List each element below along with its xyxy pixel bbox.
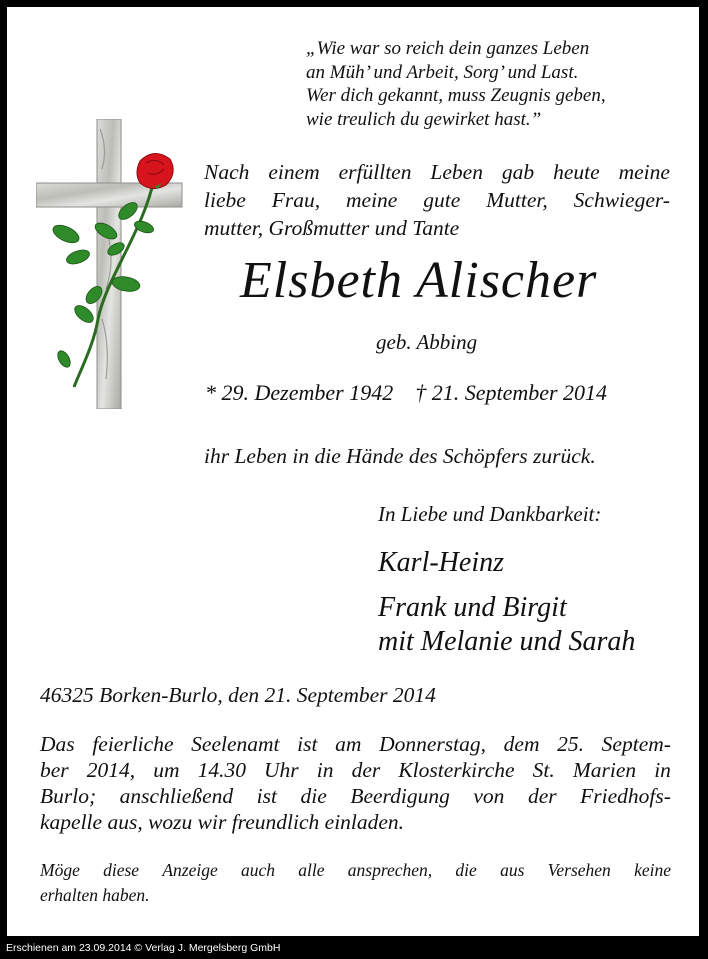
poem [306,37,606,131]
cross-with-rose-icon [36,119,186,409]
returned-text: ihr Leben in die Hände des Schöpfers zurück. [204,444,596,468]
obituary-page [7,7,699,936]
place-date: 46325 Borken-Burlo, den 21. September 2014 [40,683,436,707]
family-member: mit Melanie und Sarah [378,626,636,657]
thanks-line: In Liebe und Dankbarkeit: [378,502,602,526]
poem-line: Wer dich gekannt, muss Zeugnis geben, [306,85,606,106]
poem-line: an Müh’ und Arbeit, Sorg’ und Last. [306,61,579,83]
closing-note [40,858,671,908]
death-date: † 21. September 2014 [415,380,608,405]
intro-line: liebe Frau, meine gute Mutter, Schwieger- [204,188,670,212]
announcement-intro [204,158,670,242]
deceased-name: Elsbeth Alischer [240,252,598,309]
note-line: erhalten haben. [40,885,150,905]
note-line: Möge diese Anzeige auch alle ansprechen, die aus Versehen keine [40,860,671,880]
birth-date: * 29. Dezember 1942 [205,380,394,405]
mass-line: Burlo; anschließend ist die Beerdigung von der Friedhofs- [40,784,671,808]
poem-line: wie treulich du gewirket hast.” [306,108,542,130]
intro-line: Nach einem erfüllten Leben gab heute meine [204,160,670,184]
mass-line: Das feierliche Seelenamt ist am Donnerstag, dem 25. Septem- [40,732,671,756]
maiden-name: geb. Abbing [376,330,478,354]
family-member: Karl-Heinz [378,547,504,578]
life-dates [205,380,607,406]
mass-line: kapelle aus, wozu wir freundlich einladen. [40,810,405,834]
mass-info [40,731,671,835]
poem-line: „Wie war so reich dein ganzes Leben [306,38,590,59]
family-member: Frank und Birgit [378,592,567,623]
intro-line: mutter, Großmutter und Tante [204,216,460,240]
mass-line: ber 2014, um 14.30 Uhr in der Klosterkirche St. Marien in [40,758,671,782]
publication-footer: Erschienen am 23.09.2014 © Verlag J. Mergelsberg GmbH [6,942,281,954]
